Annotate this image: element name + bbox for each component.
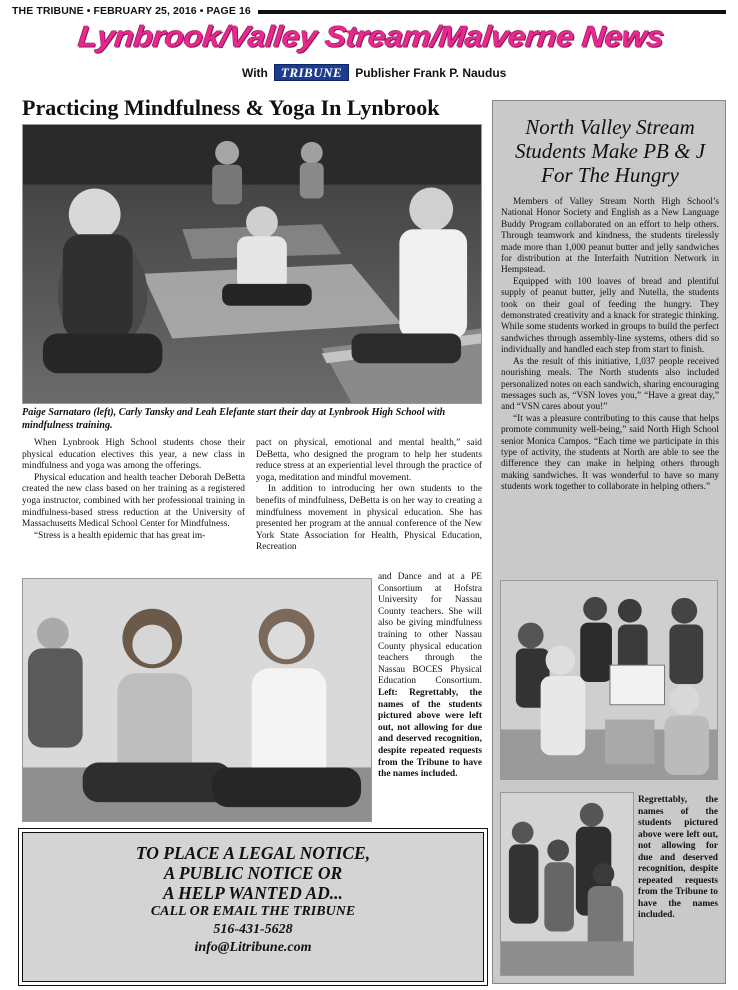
notice-email: info@Litribune.com [194,940,312,955]
masthead-title: Lynbrook/Valley Stream/Malverne News [76,20,666,54]
sidebar-body [501,197,719,494]
article-column-2 [256,438,482,554]
article-column-1 [22,438,245,542]
paragraph: “It was a pleasure contributing to this cause that helps promote community well-being,” said North High School senior Monica Campos. “Each time we participate in this type of activity, the students at North are able to see the difference they can make in helping others through making sandwiches. It was wonderful to have so many students work together to collaborate in helping others.” [501,413,719,493]
tribune-logo: TRIBUNE [274,64,349,81]
notice-line: TO PLACE A LEGAL NOTICE, [135,843,371,863]
notice-phone: 516-431-5628 [213,922,293,937]
notice-call-line: CALL OR EMAIL THE TRIBUNE [150,904,356,919]
group-students-photo [500,792,634,976]
headline-line: For The Hungry [541,163,679,187]
article-column-3 [378,572,482,781]
pbj-students-photo [500,580,718,780]
article-headline: Practicing Mindfulness & Yoga In Lynbrook [22,95,440,120]
meditating-students-photo [22,578,372,822]
yoga-class-photo [22,124,482,404]
headline-line: Students Make PB & J [514,139,706,163]
header-rule [258,10,726,14]
masthead [76,20,700,70]
paragraph: pact on physical, emotional and mental health,” said DeBetta, who designed the program to help her students reduce stress at an experiential level through the practice of yoga, meditation and mindful movement. [256,438,482,483]
paragraph: In addition to introducing her own students to the benefits of mindfulness, DeBetta is on her way to creating a mindfulness movement in physical education. She has presented her program at the annual conference of the New York State Association for Health, Physical Education, Recreation [256,484,482,553]
notice-line: A HELP WANTED AD... [163,883,343,903]
paragraph: Physical education and health teacher Deborah DeBetta created the new class based on her training as a registered yoga instructor, combined with her professional training in mindfulness-based stress reduction at the University of Massachusetts Medical School Center for Mindfulness. [22,472,245,530]
masthead-with: With [242,65,268,80]
paragraph: “Stress is a health epidemic that has great im- [34,530,206,541]
notice-line: A PUBLIC NOTICE OR [163,863,343,883]
paragraph: Equipped with 100 loaves of bread and plentiful supply of peanut butter, jelly and Nutella, the students took on their goal of feeding the hungry. They demonstrated creativity and a knack for strategic thinking. While some students worked in groups to build the perfect sandwiches through assembly-line systems, others did so individually and handled each step from start to finish. [501,276,719,356]
photo-credit-note: Left: Regrettably, the names of the students pictured above were left out, not allowing for due and deserved recognition, despite repeated requests from the Tribune to have the names included. [378,687,482,780]
headline-line: North Valley Stream [525,115,695,139]
legal-notice-ad [22,832,484,982]
photo-caption: Paige Sarnataro (left), Carly Tansky and Leah Elefante start their day at Lynbrook High School with mindfulness training. [22,407,446,431]
paragraph: As the result of this initiative, 1,037 people received nourishing meals. The North students also included personalized notes on each sandwich, sharing encouraging messages such as, “VSN loves you,” “Have a great day,” and “VSN cares about you!” [501,356,719,413]
sidebar-photo-caption: Regrettably, the names of the students pictured above were left out, not allowing for due and deserved recognition, despite repeated requests from the Tribune to have the names included. [638,795,718,920]
page-folio: THE TRIBUNE • FEBRUARY 25, 2016 • PAGE 16 [12,5,251,17]
sidebar-headline [493,115,727,187]
masthead-publisher: Publisher Frank P. Naudus [355,65,507,80]
paragraph: Members of Valley Stream North High School’s National Honor Society and English as a New Language Buddy Program collaborated on an effort to help others. Through teamwork and kindness, the students tirelessly made more than 1,000 peanut butter and jelly sandwiches for distribution at the Interfaith Nutrition Network in Hempstead. [501,197,719,276]
article-text: and Dance and at a PE Consortium at Hofstra University for Nassau County teachers. She will also be giving mindfulness training to other Nassau County physical education teachers through the Nassau BOCES Physical Education Consortium. [378,572,482,687]
paragraph: When Lynbrook High School students chose their physical education electives this year, a new class in mindfulness and yoga was among the offerings. [22,438,245,472]
masthead-publisher-line [242,64,506,81]
